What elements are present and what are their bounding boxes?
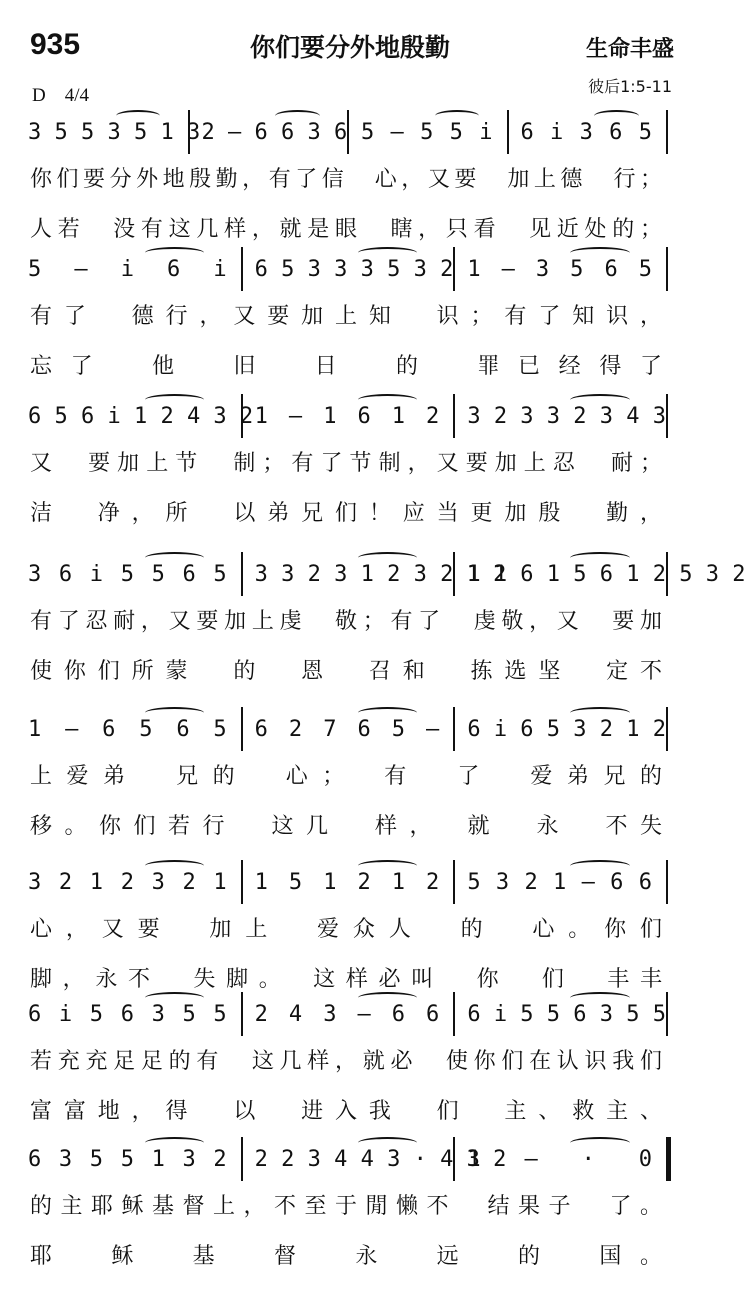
lyric-line-verse2: 洁 净，所 以弟兄们！应当更加殷 勤， bbox=[30, 501, 662, 526]
measure-notes: 1 — 1 6 1 2 bbox=[254, 404, 440, 429]
slur-mark bbox=[594, 110, 639, 122]
measure-notes: 2 — 6 6 3 6 bbox=[201, 120, 348, 145]
measure-notes: 6 5 3 3 3 5 3 2 bbox=[254, 257, 454, 282]
bar-line bbox=[188, 110, 190, 154]
measure-notes: 3 5 5 3 5 1 3 bbox=[28, 120, 201, 145]
slur-mark bbox=[570, 1137, 630, 1149]
notation-line bbox=[0, 392, 700, 440]
slur-mark bbox=[570, 992, 630, 1004]
slur-mark bbox=[275, 110, 320, 122]
slur-mark bbox=[116, 110, 161, 122]
notation-line bbox=[0, 1135, 700, 1183]
bar-line bbox=[241, 860, 243, 904]
scripture-reference: 彼后1:5-11 bbox=[588, 77, 672, 96]
bar-line bbox=[241, 707, 243, 751]
bar-line bbox=[453, 1137, 455, 1181]
slur-mark bbox=[145, 247, 205, 259]
measure-notes: 5 — 5 5 i bbox=[361, 120, 493, 145]
slur-mark bbox=[570, 707, 630, 719]
bar-line bbox=[666, 992, 668, 1036]
measure-notes: 1 — 3 5 6 5 bbox=[467, 257, 652, 282]
bar-line bbox=[666, 860, 668, 904]
lyric-line-verse2: 人若 没有这几样，就是眼 瞎，只看 见近处的； bbox=[30, 217, 662, 242]
lyric-line-verse2: 移。你们若行 这几 样， 就 永 不失 bbox=[30, 814, 662, 839]
slur-mark bbox=[145, 394, 205, 406]
bar-line bbox=[666, 552, 668, 596]
bar-line bbox=[453, 247, 455, 291]
measure-notes: 3 3 2 3 1 2 3 2 1 2 bbox=[254, 562, 507, 587]
lyric-line-verse1: 上爱弟 兄的 心； 有 了 爱弟兄的 bbox=[30, 764, 662, 789]
bar-line bbox=[453, 860, 455, 904]
lyric-line-verse1: 你们要分外地殷勤，有了信 心，又要 加上德 行； bbox=[30, 167, 662, 192]
collection-name: 生命丰盛 bbox=[585, 37, 674, 62]
slur-mark bbox=[358, 552, 418, 564]
lyric-line-verse1: 若充充足足的有 这几样，就必 使你们在认识我们 bbox=[30, 1049, 662, 1074]
measure-notes: 6 i 5 6 3 5 5 bbox=[28, 1002, 227, 1027]
slur-mark bbox=[145, 860, 205, 872]
hymn-title: 你们要分外地殷勤 bbox=[249, 33, 450, 62]
notation-line bbox=[0, 705, 700, 753]
bar-line bbox=[453, 552, 455, 596]
notation-line bbox=[0, 550, 745, 598]
bar-line bbox=[347, 110, 349, 154]
lyric-line-verse1: 有了忍耐，又要加上虔 敬；有了 虔敬，又 要加 bbox=[30, 609, 662, 634]
measure-notes: 6 3 5 5 1 3 2 bbox=[28, 1147, 227, 1172]
notation-line bbox=[0, 858, 700, 906]
measure-notes: 6 i 3 6 5 bbox=[520, 120, 652, 145]
measure-notes: 3 6 i 5 5 6 5 bbox=[28, 562, 227, 587]
slur-mark bbox=[358, 860, 418, 872]
slur-mark bbox=[358, 394, 418, 406]
slur-mark bbox=[145, 1137, 205, 1149]
measure-notes: 1 1 6 1 5 6 1 2 5 3 2 bbox=[467, 562, 745, 587]
lyric-line-verse2: 使你们所蒙 的 恩 召和 拣选坚 定不 bbox=[30, 659, 662, 684]
slur-mark bbox=[358, 992, 418, 1004]
measure-notes: 6 2 7 6 5 — bbox=[254, 717, 440, 742]
lyric-line-verse1: 心，又要 加上 爱众人 的 心。你们 bbox=[30, 917, 662, 942]
slur-mark bbox=[145, 992, 205, 1004]
bar-line bbox=[453, 707, 455, 751]
bar-line bbox=[507, 110, 509, 154]
slur-mark bbox=[435, 110, 480, 122]
key-time-signature: D 4/4 bbox=[32, 85, 90, 106]
measure-notes: 3 2 3 3 2 3 4 3 bbox=[467, 404, 667, 429]
bar-line bbox=[241, 247, 243, 291]
hymn-number: 935 bbox=[30, 28, 81, 61]
notation-line bbox=[0, 245, 700, 293]
measure-notes: 6 i 6 5 3 2 1 2 bbox=[467, 717, 667, 742]
lyric-line-verse1: 又 要加上节 制；有了节制，又要加上忍 耐； bbox=[30, 451, 662, 476]
bar-line bbox=[666, 110, 668, 154]
lyric-line-verse2: 忘了 他 旧 日 的 罪已经得了 bbox=[30, 354, 662, 379]
slur-mark bbox=[570, 552, 630, 564]
slur-mark bbox=[570, 394, 630, 406]
bar-line bbox=[666, 707, 668, 751]
slur-mark bbox=[358, 247, 418, 259]
bar-line bbox=[666, 394, 668, 438]
measure-notes: 6 5 6 i 1 2 4 3 2 bbox=[28, 404, 254, 429]
final-bar-line bbox=[666, 1137, 671, 1181]
slur-mark bbox=[358, 707, 418, 719]
lyric-line-verse2: 耶 稣 基 督 永 远 的 国。 bbox=[30, 1244, 662, 1269]
bar-line bbox=[453, 992, 455, 1036]
bar-line bbox=[453, 394, 455, 438]
measure-notes: 1 5 1 2 1 2 bbox=[254, 870, 440, 895]
slur-mark bbox=[145, 707, 205, 719]
bar-line bbox=[241, 552, 243, 596]
measure-notes: 2 4 3 — 6 6 bbox=[254, 1002, 440, 1027]
measure-notes: 2 2 3 4 4 3 · 4 3 2 bbox=[254, 1147, 507, 1172]
notation-line bbox=[0, 990, 700, 1038]
measure-notes: 6 i 5 5 6 3 5 5 bbox=[467, 1002, 667, 1027]
notation-line bbox=[0, 108, 700, 156]
slur-mark bbox=[570, 860, 630, 872]
measure-notes: 5 3 2 1 — 6 6 bbox=[467, 870, 652, 895]
measure-notes: 1 — 6 5 6 5 bbox=[28, 717, 227, 742]
lyric-line-verse1: 的主耶稣基督上，不至于閒懒不 结果子 了。 bbox=[30, 1194, 662, 1219]
lyric-line-verse2: 脚，永不 失脚。 这样必叫 你 们 丰丰 bbox=[30, 967, 662, 992]
slur-mark bbox=[145, 552, 205, 564]
bar-line bbox=[241, 394, 243, 438]
bar-line bbox=[666, 247, 668, 291]
measure-notes: 5 — i 6 i bbox=[28, 257, 227, 282]
bar-line bbox=[241, 1137, 243, 1181]
slur-mark bbox=[358, 1137, 418, 1149]
measure-notes: 3 2 1 2 3 2 1 bbox=[28, 870, 227, 895]
lyric-line-verse1: 有了 德行，又要加上知 识；有了知识， bbox=[30, 304, 662, 329]
measure-notes: 1 — · 0 bbox=[467, 1147, 652, 1172]
lyric-line-verse2: 富富地，得 以 进入我 们 主、救主、 bbox=[30, 1099, 662, 1124]
bar-line bbox=[241, 992, 243, 1036]
slur-mark bbox=[570, 247, 630, 259]
